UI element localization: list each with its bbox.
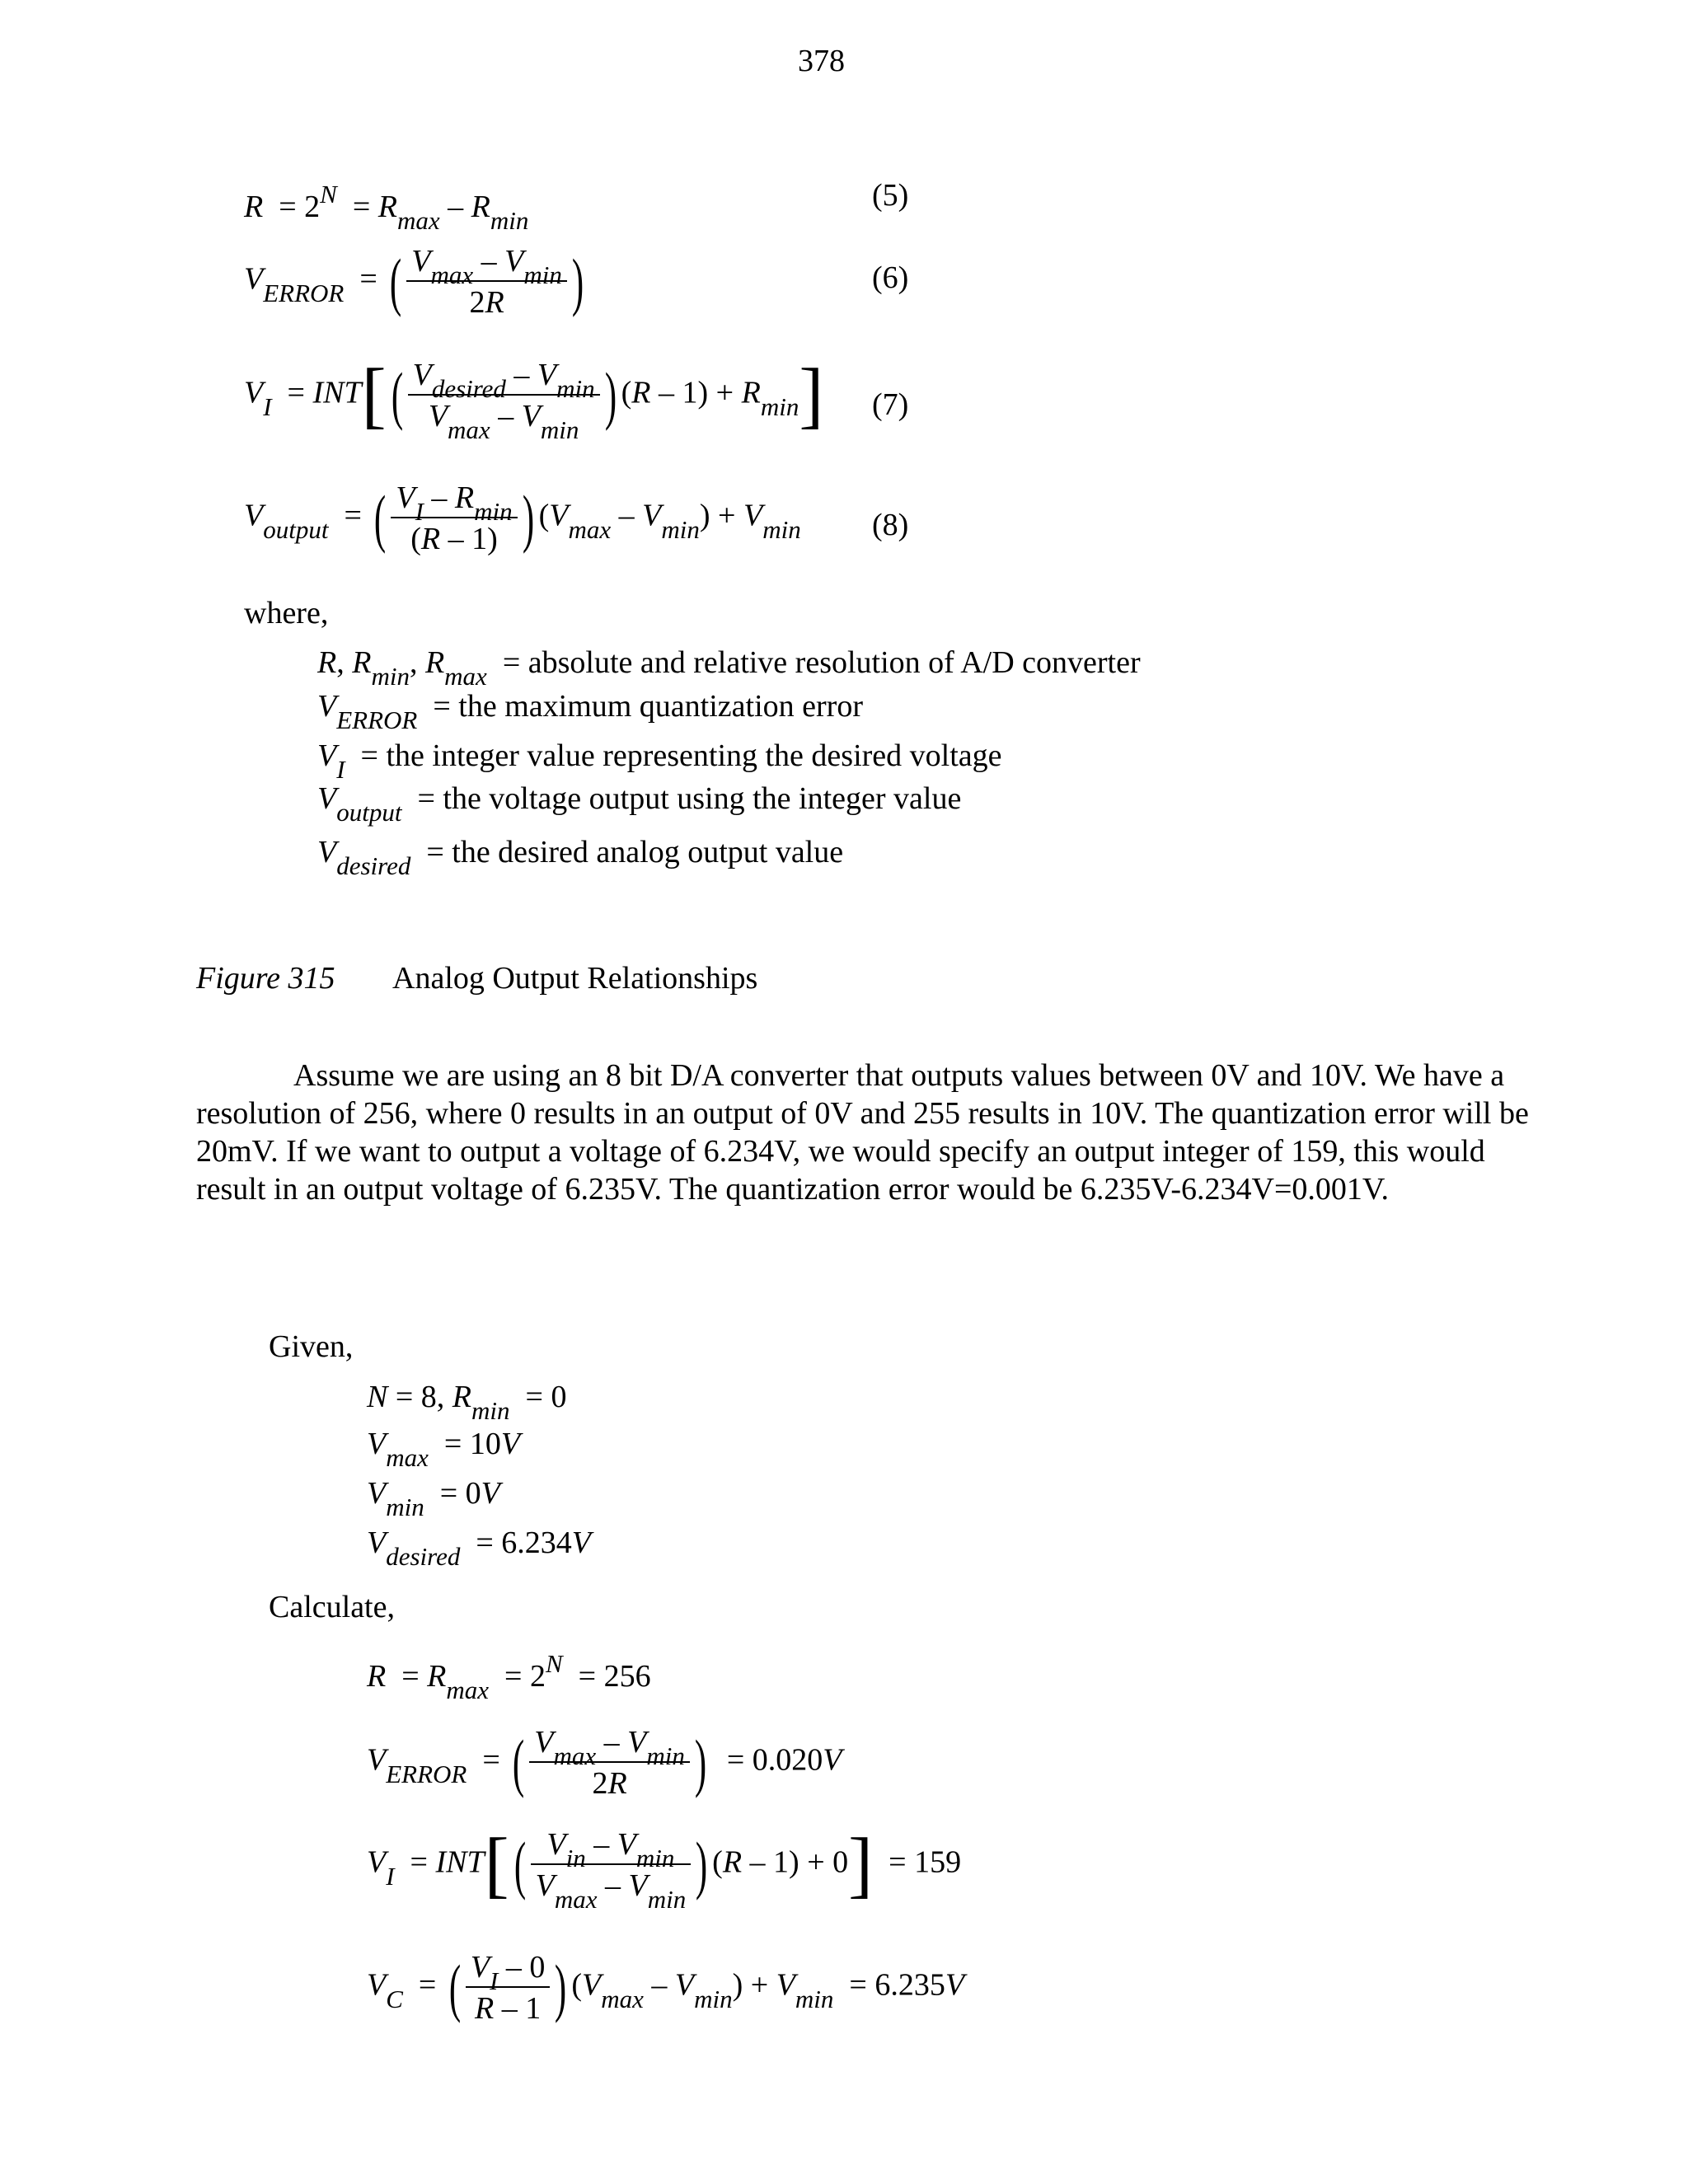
definition-vi: $V_I$ = the integer value representing the desired voltage <box>317 738 1002 784</box>
definition-vi-text: = the integer value representing the desired voltage <box>360 738 1002 773</box>
figure-label: Figure 315 <box>196 961 335 996</box>
calc-vi-value: 159 <box>914 1844 962 1880</box>
given-vmax-value: 10 <box>469 1427 501 1461</box>
given-vmin: $V_{min} = 0V$ <box>367 1476 500 1521</box>
equation-7: $V_I = INT$[( $\frac{V_{desired} - V_{min}}{V_{max} - V_{min}}$ ) $(R - 1) + R_{min}$] <box>244 354 824 444</box>
given-n-value: 8 <box>420 1380 437 1414</box>
given-vdesired-value: 6.234 <box>501 1526 572 1560</box>
calc-verror: $V_{ERROR}$ = ( $\frac{V_{max} - V_{min}}{2R}$ ) = 0.020V <box>367 1725 842 1801</box>
given-vmax: $V_{max} = 10V$ <box>367 1427 521 1472</box>
given-vdesired: $V_{desired} = 6.234V$ <box>367 1526 591 1571</box>
equation-number-5: (5) <box>872 178 909 213</box>
definition-verror: $V_{ERROR}$ = the maximum quantization error <box>317 689 863 734</box>
calc-vi: $V_I = INT$[( $\frac{V_{in} - V_{min}}{V_{max} - V_{min}}$ ) (R – 1) + 0] = 159 <box>367 1824 962 1914</box>
body-paragraph: Assume we are using an 8 bit D/A converter that outputs values between 0V and 10V. We have a resolution of 256, where 0 results in an output of 0V and 255 results in 10V. The quantization error will be 20mV. If we want to output a voltage of 6.234V, we would specify an output integer of 159, this would result in an output voltage of 6.235V. The quantization error would be 6.235V-6.234V=0.001V. <box>196 1058 1529 1207</box>
calculate-label: Calculate, <box>269 1590 395 1624</box>
given-vmin-value: 0 <box>465 1476 481 1511</box>
equation-5: $R = 2^N = R_{max} - R_{min}$ <box>244 180 529 235</box>
definition-resolution-text: = absolute and relative resolution of A/D converter <box>502 645 1141 680</box>
where-label: where, <box>244 596 329 630</box>
page-number: 378 <box>798 44 845 78</box>
calc-r: $R = R_{max} = 2^N = 256$ <box>367 1649 651 1704</box>
calc-vc: $V_C$ = ( $\frac{V_I - 0}{R - 1}$ ) $(V_{max} - V_{min}) + V_{min} = 6.235V$ <box>367 1950 965 2026</box>
definition-vdesired: $V_{desired}$ = the desired analog output value <box>317 835 844 880</box>
definition-resolution: R, $R_{min}$, $R_{max}$ = absolute and relative resolution of A/D converter <box>317 645 1141 691</box>
given-n-rmin: N = 8, $R_{min} = 0$ <box>367 1380 567 1425</box>
equation-number-7: (7) <box>872 387 909 422</box>
figure-title: Analog Output Relationships <box>392 961 758 996</box>
definition-voutput: $V_{output}$ = the voltage output using the integer value <box>317 781 962 827</box>
definition-vdesired-text: = the desired analog output value <box>426 835 844 869</box>
definition-voutput-text: = the voltage output using the integer value <box>417 781 962 816</box>
calc-vc-value: 6.235 <box>874 1967 945 2003</box>
given-rmin-value: 0 <box>551 1380 567 1414</box>
calc-r-value: 256 <box>603 1659 651 1694</box>
definition-verror-text: = the maximum quantization error <box>433 689 863 724</box>
equation-number-6: (6) <box>872 260 909 295</box>
equation-6: $V_{ERROR}$ = ( $\frac{V_{max} - V_{min}}{2R}$ ) <box>244 244 584 320</box>
equation-8: $V_{output}$ = ( $\frac{V_I - R_{min}}{(R - 1)}$ ) $(V_{max} - V_{min}) + V_{min}$ <box>244 480 801 556</box>
calc-verror-value: 0.020 <box>752 1742 823 1778</box>
equation-number-8: (8) <box>872 508 909 542</box>
given-label: Given, <box>269 1329 354 1364</box>
